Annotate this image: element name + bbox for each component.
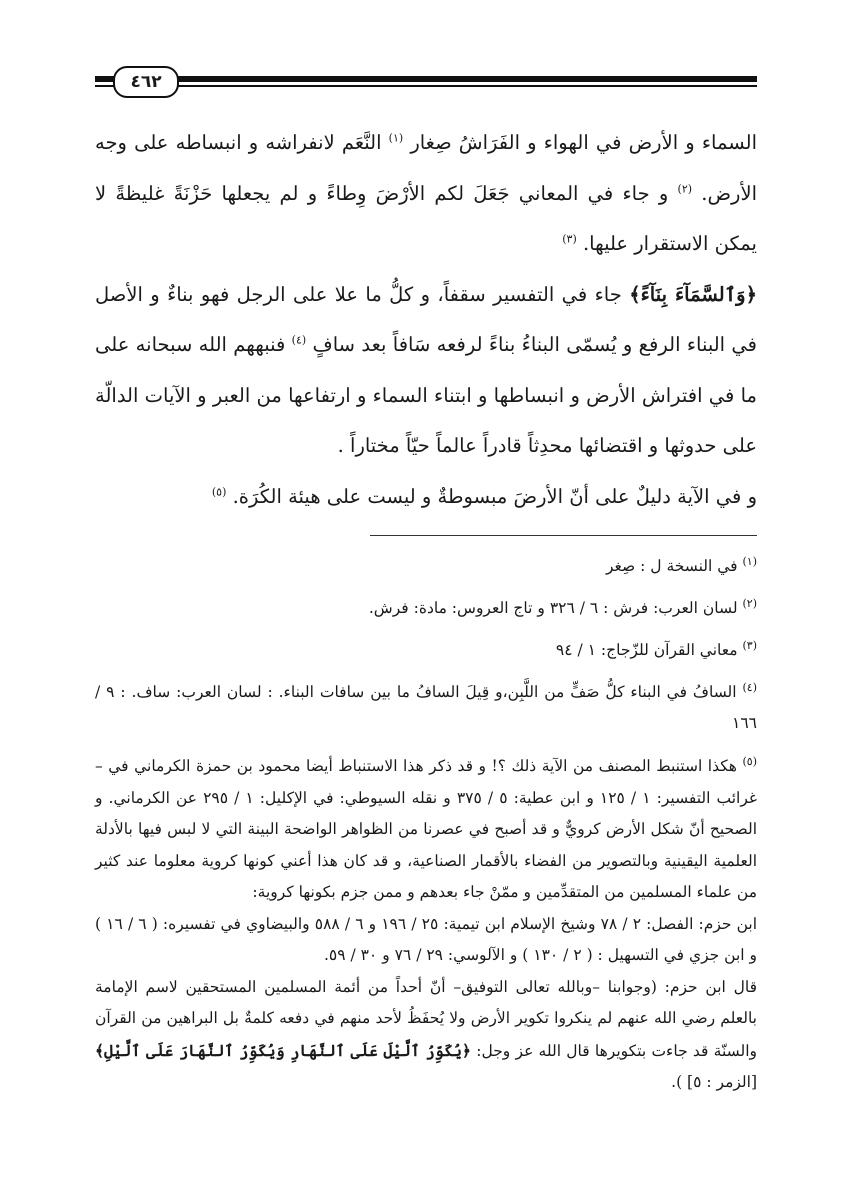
footnotes [95, 545, 757, 1099]
footnote-ref-5[interactable]: (٥) [211, 485, 227, 498]
paragraph-1-part-a: السماء و الأرض في الهواء و الفَرَاشُ صِغار [410, 131, 757, 154]
header-thin-rule [95, 85, 757, 87]
footnote-3-mark: (٣) [742, 638, 757, 652]
footnote-1-text: في النسخة ل : صِغر [605, 557, 738, 575]
footnote-2 [95, 587, 757, 629]
paragraph-1 [95, 118, 757, 270]
footnote-5 [95, 751, 757, 1099]
footnote-ref-2[interactable]: (٢) [677, 182, 693, 195]
paragraph-1-part-c: و جاء في المعاني جَعَلَ لكم الأرْضَ وِطاءً و لم يجعلها حَزْنَةً غليظةً لا يمكن الاستقرار عليها. [95, 181, 757, 255]
footnote-5-mark: (٥) [742, 754, 757, 768]
paragraph-3 [95, 472, 757, 523]
footnote-4-mark: (٤) [742, 680, 757, 694]
page-header [95, 66, 757, 96]
footnote-ref-4[interactable]: (٤) [291, 333, 307, 347]
footnote-4 [95, 677, 757, 739]
footnote-2-mark: (٢) [742, 596, 757, 610]
footnote-ref-1[interactable]: (١) [388, 131, 404, 145]
footnote-4-text: السافُ في البناء كلُّ صَفٍّ من اللَّبِن،و قِيلَ السافُ ما بين سافات البناء. : لسان العرب: ساف. : ٩ / ١٦٦ [95, 683, 757, 732]
paragraph-2-part-a: جاء في التفسير سقفاً، و كلُّ ما علا على الرجل فهو بناءٌ و الأصل في البناء الرفع و يُسمّى البناءُ بناءً لرفعه سَافاً بعد سافٍ [95, 282, 757, 356]
footnote-5-para-1 [95, 751, 757, 909]
footnote-3-text: معاني القرآن للزّجاج: ١ / ٩٤ [555, 641, 738, 659]
footnote-1 [95, 545, 757, 587]
page-number: ٤٦٢ [113, 66, 179, 98]
footnote-1-mark: (١) [742, 554, 757, 568]
paragraph-2-part-b: فنبههم الله سبحانه على ما في افتراش الأرض و انبساطها و ابتناء السماء و ارتفاعها من العبر و الآيات الدالّة على حدوثها و اقتضائها محدِثاً قادراً عالماً حيّاً مختاراً . [95, 333, 757, 457]
footnote-5-text: هكذا استنبط المصنف من الآية ذلك ؟! و قد ذكر هذا الاستنباط أيضا محمود بن حمزة الكرماني في – غرائب التفسير: ١ / ١٢٥ و ابن عطية: ٥ / ٣٧٥ و نقله السيوطي: في الإكليل: ١ / ٢٩٥ عن الكرماني. و الصحيح أنّ شكل الأرض كرويٌّ و قد أصبح في عصرنا من الظواهر الواضحة البينة التي لا لبس فيها بالأدلة العلمية اليقينية وبالتصوير من الفضاء بالأقمار الصناعية، و قد كان هذا أعني كونها كروية معلوما عند كثير من علماء المسلمين من المتقدِّمين و ممّنْ جاء بعدهم و ممن جزم بكونها كروية: [95, 757, 758, 901]
footnote-3 [95, 629, 757, 671]
footnote-5-quran-verse: ﴿يُكَوِّرُ ٱلَّيْلَ عَلَى ٱلنَّهَارِ وَيُكَوِّرُ ٱلنَّهَارَ عَلَى ٱلَّيْلِ﴾ [95, 1040, 471, 1060]
paragraph-2 [95, 270, 757, 472]
footnote-5-reference: [الزمر : ٥] ). [671, 1073, 757, 1091]
footnote-5-para-3 [95, 972, 757, 1099]
main-text [95, 118, 757, 522]
footnote-separator [370, 535, 757, 536]
footnote-2-text: لسان العرب: فرش : ٦ / ٣٢٦ و تاج العروس: مادة: فرش. [368, 599, 738, 617]
paragraph-1-part-b: النَّعَم لانفراشه و انبساطه على وجه الأرض. [95, 131, 757, 205]
quran-verse: ﴿وَٱلسَّمَآءَ بِنَآءً﴾ [629, 282, 758, 306]
paragraph-3-text: و في الآية دليلٌ على أنّ الأرضَ مبسوطةٌ و ليست على هيئة الكُرَة. [232, 484, 757, 508]
header-thick-rule [95, 76, 757, 82]
footnote-ref-3[interactable]: (٣) [562, 232, 577, 246]
footnote-5-para-2: ابن حزم: الفصل: ٢ / ٧٨ وشيخ الإسلام ابن تيمية: ٢٥ / ١٩٦ و ٦ / ٥٨٨ والبيضاوي في تفسيره: ( ٦ / ١٦ ) و ابن جزي في التسهيل : ( ٢ / ١٣٠ ) و الآلوسي: ٢٩ / ٧٦ و ٣٠ / ٥٩. [95, 914, 758, 964]
footnote-5-quote: قال ابن حزم: (وجوابنا –وبالله تعالى التوفيق– أنّ أحداً من أئمة المسلمين المستحقين لاسم الإمامة بالعلم رضي الله عنهم لم ينكروا تكوير الأرض ولا يُحفَظُ لأحد منهم في دفعه كلمةٌ بل البراهين من القرآن والسنّة قد جاءت بتكويرها قال الله عز وجل: [95, 977, 757, 1060]
